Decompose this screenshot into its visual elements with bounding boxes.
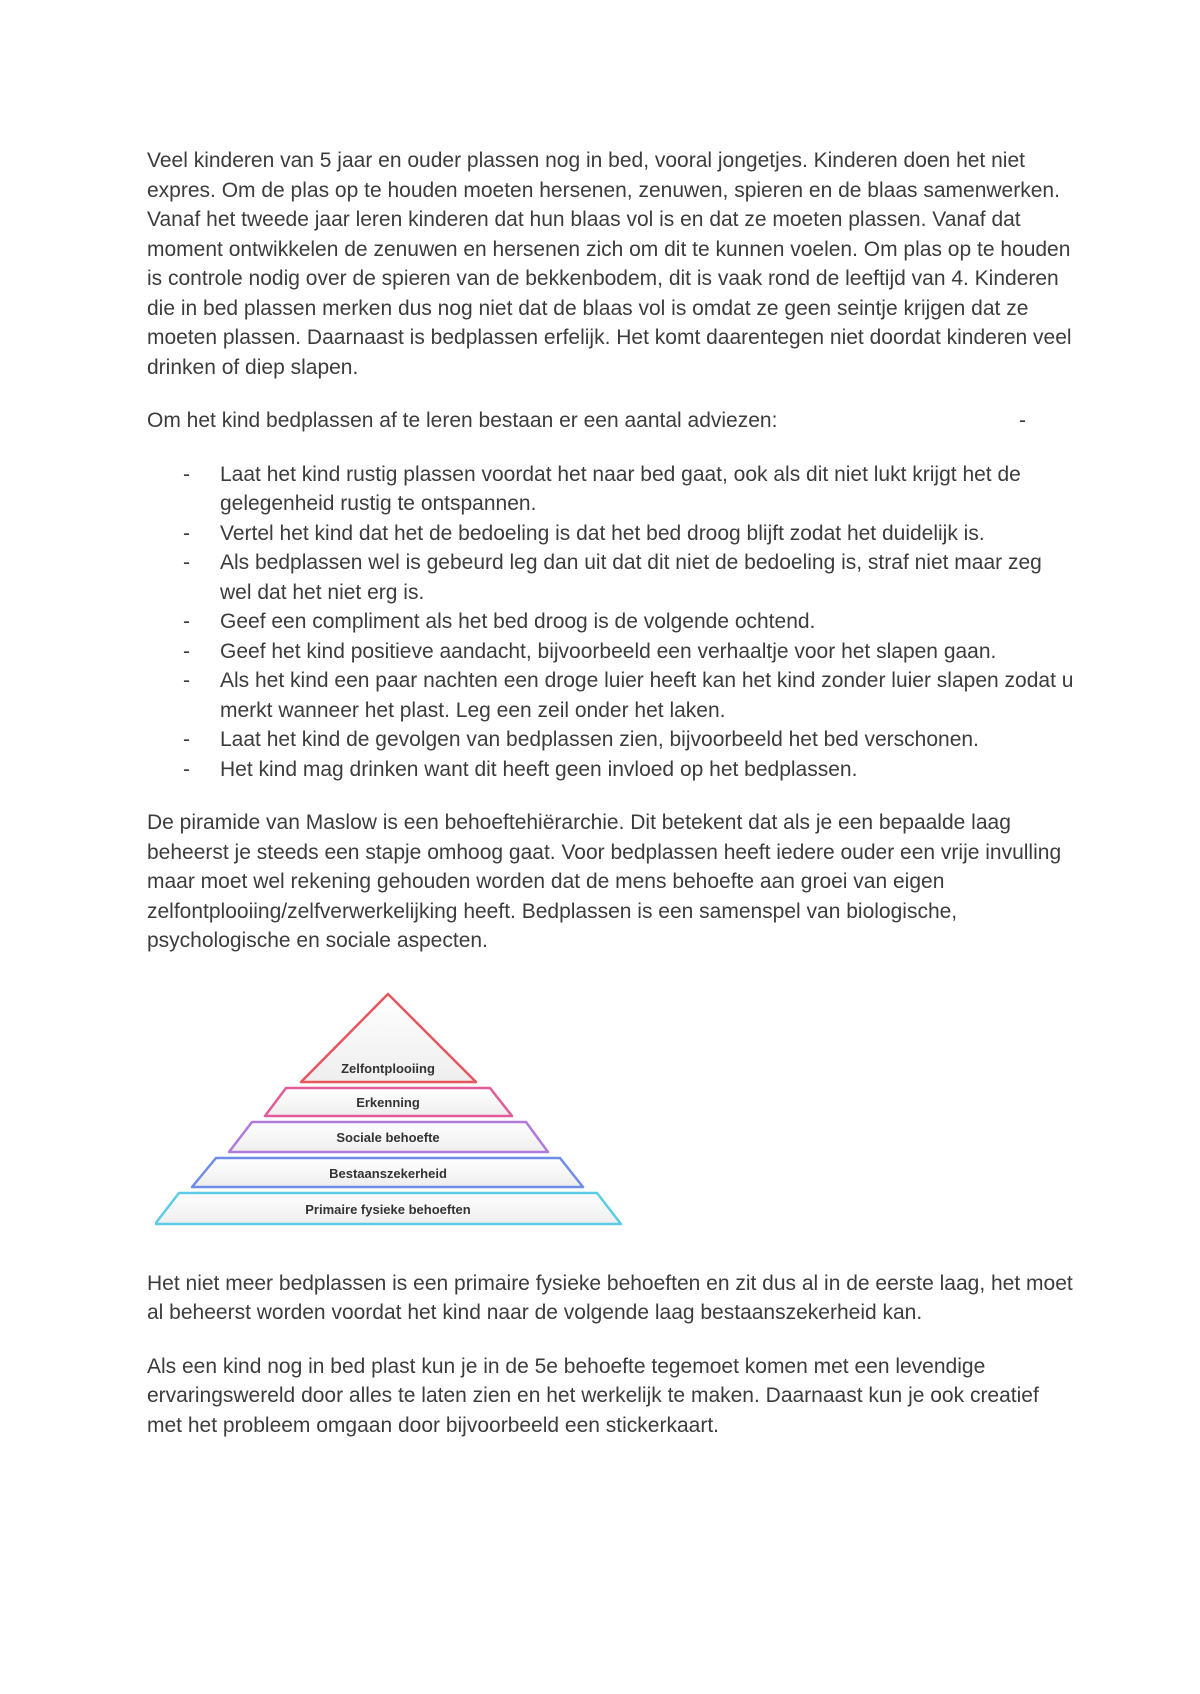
bullet-dash: -	[183, 639, 190, 663]
bullet-dash: -	[183, 610, 190, 633]
list-item	[147, 725, 1077, 755]
bullet-dash: -	[183, 551, 190, 574]
document-page	[147, 146, 1077, 1440]
pyramid-label-primaire-fysieke-behoeften: Primaire fysieke behoeften	[305, 1201, 471, 1217]
list-item	[147, 460, 1077, 519]
advice-list	[147, 460, 1077, 785]
bullet-dash: -	[183, 728, 190, 751]
pyramid-label-sociale-behoefte: Sociale behoefte	[336, 1129, 440, 1145]
list-item	[147, 637, 1077, 667]
list-item-text: Als bedplassen wel is gebeurd leg dan uit dat dit niet de bedoeling is, straf niet maar zeg wel dat het niet erg is.	[220, 551, 1042, 604]
list-item-text: Als het kind een paar nachten een droge luier heeft kan het kind zonder luier slapen zodat u merkt wanneer het plast. Leg een zeil onder het laken.	[220, 669, 1074, 722]
bullet-dash: -	[183, 757, 190, 781]
bullet-dash: -	[183, 521, 190, 545]
list-item-text: Geef het kind positieve aandacht, bijvoorbeeld een verhaaltje voor het slapen gaan.	[220, 639, 997, 663]
pyramid-label-erkenning: Erkenning	[356, 1094, 420, 1110]
bullet-dash: -	[183, 669, 190, 692]
list-item-text: Het kind mag drinken want dit heeft geen invloed op het bedplassen.	[220, 757, 858, 781]
list-item-text: Laat het kind de gevolgen van bedplassen zien, bijvoorbeeld het bed verschonen.	[220, 728, 979, 751]
intro-paragraph: Veel kinderen van 5 jaar en ouder plassen nog in bed, vooral jongetjes. Kinderen doen het niet expres. Om de plas op te houden moeten hersenen, zenuwen, spieren en de blaas samenwerken. Vanaf het tweede jaar leren kinderen dat hun blaas vol is en dat ze moeten plassen. Vanaf dat moment ontwikkelen de zenuwen en hersenen zich om dit te kunnen voelen. Om plas op te houden is controle nodig over de spieren van de bekkenbodem, dit is vaak rond de leeftijd van 4. Kinderen die in bed plassen merken dus nog niet dat de blaas vol is omdat ze geen seintje krijgen dat ze moeten plassen. Daarnaast is bedplassen erfelijk. Het komt daarentegen niet doordat kinderen veel drinken of diep slapen.	[147, 149, 1072, 379]
pyramid-label-zelfontplooiing: Zelfontplooiing	[341, 1060, 435, 1076]
list-item	[147, 755, 1077, 785]
pyramid-label-bestaanszekerheid: Bestaanszekerheid	[329, 1165, 447, 1181]
maslow-pyramid	[155, 986, 635, 1236]
advice-intro-trailing-dash: -	[1019, 409, 1026, 432]
after-pyramid-paragraph-2: Als een kind nog in bed plast kun je in de 5e behoefte tegemoet komen met een levendige ervaringswereld door alles te laten zien en het werkelijk te maken. Daarnaast kun je ook creatief met het probleem omgaan door bijvoorbeeld een stickerkaart.	[147, 1354, 1039, 1437]
list-item-text: Vertel het kind dat het de bedoeling is dat het bed droog blijft zodat het duidelijk is.	[220, 521, 985, 545]
after-pyramid-paragraph-1: Het niet meer bedplassen is een primaire fysieke behoeften en zit dus al in de eerste laag, het moet al beheerst worden voordat het kind naar de volgende laag bestaanszekerheid kan.	[147, 1271, 1073, 1324]
advice-intro-paragraph	[147, 406, 1077, 436]
advice-intro-text: Om het kind bedplassen af te leren bestaan er een aantal adviezen:	[147, 409, 778, 432]
list-item	[147, 519, 1077, 549]
list-item	[147, 666, 1077, 725]
maslow-paragraph: De piramide van Maslow is een behoeftehiërarchie. Dit betekent dat als je een bepaalde laag beheerst je steeds een stapje omhoog gaat. Voor bedplassen heeft iedere ouder een vrije invulling maar moet wel rekening gehouden worden dat de mens behoefte aan groei van eigen zelfontplooiing/zelfverwerkelijking heeft. Bedplassen is een samenspel van biologische, psychologische en sociale aspecten.	[147, 811, 1062, 952]
list-item	[147, 548, 1077, 607]
list-item	[147, 607, 1077, 637]
list-item-text: Geef een compliment als het bed droog is de volgende ochtend.	[220, 610, 816, 633]
list-item-text: Laat het kind rustig plassen voordat het naar bed gaat, ook als dit niet lukt krijgt het de gelegenheid rustig te ontspannen.	[220, 462, 1021, 515]
bullet-dash: -	[183, 462, 190, 486]
